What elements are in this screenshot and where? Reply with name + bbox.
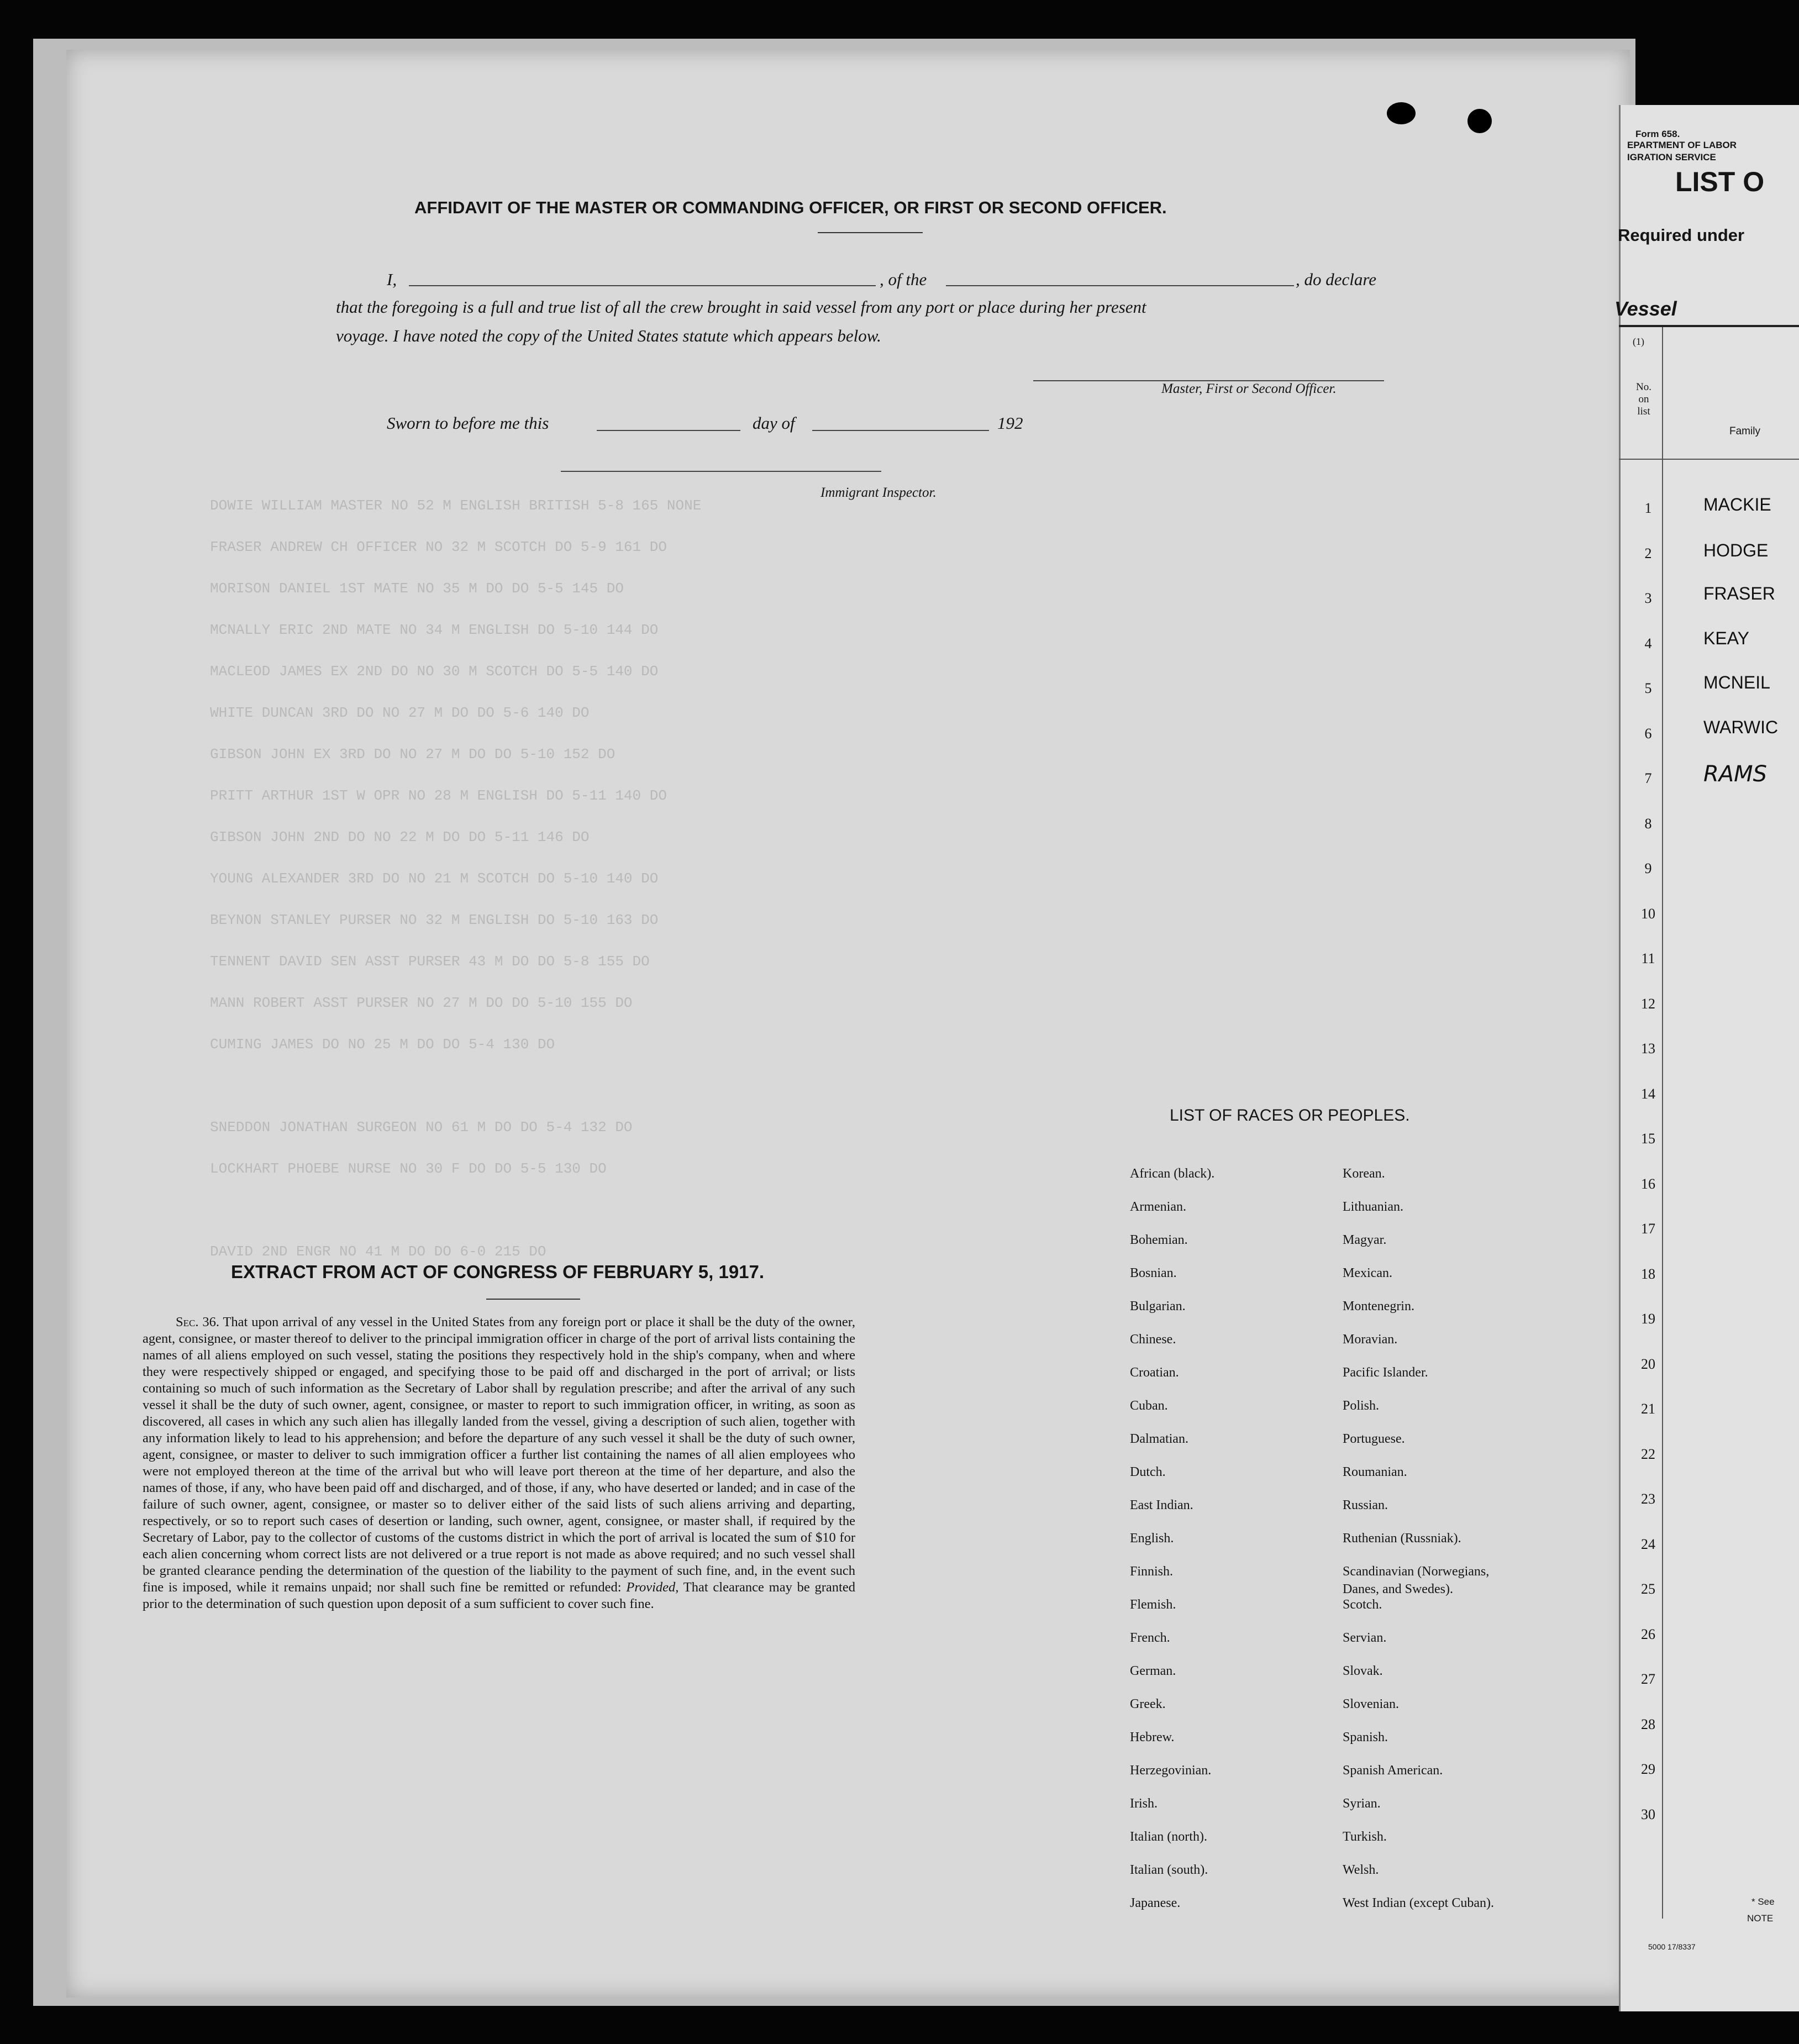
row-number: 14 — [1641, 1085, 1655, 1102]
row-number: 20 — [1641, 1355, 1655, 1372]
binder-hole — [1467, 109, 1492, 133]
race-item: Polish. — [1343, 1399, 1380, 1413]
race-item: Chinese. — [1130, 1332, 1176, 1347]
provided-label: Provided, — [626, 1580, 679, 1595]
footer-print-code: 5000 17/8337 — [1648, 1942, 1696, 1951]
race-item: Bohemian. — [1130, 1233, 1188, 1247]
inspector-signature-blank[interactable] — [561, 471, 881, 472]
races-left-column — [1130, 1165, 1214, 1927]
row-number: 2 — [1644, 545, 1652, 561]
row-number: 25 — [1641, 1581, 1655, 1597]
row-number: 4 — [1644, 635, 1652, 651]
race-item: Bulgarian. — [1130, 1299, 1186, 1313]
row-number: 9 — [1644, 860, 1652, 876]
affidavit-line-3: voyage. I have noted the copy of the United States statute which appears below. — [336, 326, 881, 345]
race-item: Italian (south). — [1130, 1863, 1208, 1877]
row-number: 29 — [1641, 1761, 1655, 1777]
race-item: Scandinavian (Norwegians, Danes, and Swedes). — [1343, 1564, 1490, 1596]
race-item: Herzegovinian. — [1130, 1763, 1212, 1778]
vessel-name-blank[interactable] — [946, 285, 1294, 286]
row-number: 8 — [1644, 815, 1652, 832]
row-number: 23 — [1641, 1491, 1655, 1507]
row-number: 1 — [1644, 500, 1652, 516]
family-name-cell: WARWIC — [1703, 717, 1779, 737]
race-item: Slovenian. — [1343, 1697, 1399, 1711]
row-number: 30 — [1641, 1806, 1655, 1822]
form-label: Form 658. — [1635, 129, 1680, 139]
family-name-cell: HODGE — [1703, 540, 1769, 560]
race-item: Montenegrin. — [1343, 1299, 1414, 1313]
race-item: Slovak. — [1343, 1664, 1383, 1678]
race-item: Lithuanian. — [1343, 1200, 1403, 1214]
footer-note: NOTE — [1747, 1913, 1774, 1924]
extract-rule — [486, 1299, 580, 1300]
row-number: 27 — [1641, 1671, 1655, 1687]
row-number: 19 — [1641, 1311, 1655, 1327]
col1-label — [1627, 381, 1660, 418]
race-item: Korean. — [1343, 1167, 1385, 1181]
family-name-cell: MACKIE — [1703, 495, 1771, 514]
row-number: 21 — [1641, 1401, 1655, 1417]
race-item: Hebrew. — [1130, 1730, 1175, 1745]
race-item: Greek. — [1130, 1697, 1166, 1711]
family-name-cell: RAMS — [1703, 761, 1768, 787]
race-item: French. — [1130, 1631, 1170, 1645]
affidavit-line-2: that the foregoing is a full and true list of all the crew brought in said vessel from any port or place during her present — [336, 297, 1146, 317]
title-rule — [818, 232, 923, 233]
affidavit-do-declare-label: , do declare — [1296, 270, 1377, 289]
officer-name-blank[interactable] — [409, 285, 876, 286]
signature-caption: Master, First or Second Officer. — [1161, 381, 1337, 396]
extract-title: EXTRACT FROM ACT OF CONGRESS OF FEBRUARY 5, 1917. — [231, 1262, 765, 1282]
col1-header: (1) — [1633, 336, 1644, 347]
race-item: West Indian (except Cuban). — [1343, 1896, 1494, 1910]
race-item: English. — [1130, 1531, 1174, 1546]
row-number: 6 — [1644, 725, 1652, 742]
row-number: 3 — [1644, 590, 1652, 606]
family-name-cell: KEAY — [1703, 628, 1749, 648]
affidavit-title: AFFIDAVIT OF THE MASTER OR COMMANDING OFFICER, OR FIRST OR SECOND OFFICER. — [414, 198, 1167, 217]
race-item: Bosnian. — [1130, 1266, 1177, 1280]
row-number: 24 — [1641, 1536, 1655, 1552]
races-title: LIST OF RACES OR PEOPLES. — [1170, 1106, 1410, 1125]
row-number: 12 — [1641, 995, 1655, 1012]
race-item: Ruthenian (Russniak). — [1343, 1531, 1461, 1546]
race-item: Portuguese. — [1343, 1432, 1405, 1446]
service-label: IGRATION SERVICE — [1627, 152, 1716, 162]
race-item: Japanese. — [1130, 1896, 1181, 1910]
affidavit-i-label: I, — [387, 270, 397, 289]
section-36-text — [143, 1314, 855, 1612]
race-item: Dutch. — [1130, 1465, 1166, 1479]
race-item: Mexican. — [1343, 1266, 1392, 1280]
footer-see: * See — [1751, 1896, 1775, 1907]
inspector-caption: Immigrant Inspector. — [820, 485, 937, 500]
sworn-day-blank[interactable] — [597, 430, 740, 431]
race-item: African (black). — [1130, 1167, 1215, 1181]
day-of-label: day of — [753, 413, 795, 433]
sworn-month-blank[interactable] — [812, 430, 989, 431]
race-item: Magyar. — [1343, 1233, 1387, 1247]
race-item: German. — [1130, 1664, 1176, 1678]
list-title-fragment: LIST O — [1675, 166, 1765, 197]
affidavit-of-the-label: , of the — [880, 270, 927, 289]
row-number: 16 — [1641, 1175, 1655, 1192]
race-item: Cuban. — [1130, 1399, 1168, 1413]
year-label: 192 — [997, 413, 1023, 433]
race-item: Finnish. — [1130, 1564, 1174, 1579]
race-item: Spanish. — [1343, 1730, 1388, 1745]
race-item: Syrian. — [1343, 1796, 1381, 1811]
race-item: Servian. — [1343, 1631, 1387, 1645]
race-item: East Indian. — [1130, 1498, 1193, 1512]
col1-label-line: list — [1637, 406, 1650, 417]
bleed-through-layer: DOWIE WILLIAM MASTER NO 52 M ENGLISH BRITISH 5-8 165 NONE FRASER ANDREW CH OFFICER NO 32 M SCOTCH DO 5-9 161 DO MORISON DANIEL 1ST MATE NO 35 M DO DO 5-5 145 DO MCNALLY ERIC 2ND MATE NO 34 M ENGLISH DO 5-10 144 DO MACLEOD JAMES EX 2ND DO NO 30 M SCOTCH DO 5-5 140 DO WHITE DUNCAN 3RD DO NO 27 M DO DO 5-6 140 DO GIBSON JOHN EX 3RD DO NO 27 M DO DO 5-10 152 DO PRITT ARTHUR 1ST W OPR NO 28 M ENGLISH DO 5-11 140 DO GIBSON JOHN 2ND DO NO 22 M DO DO 5-11 146 DO YOUNG ALEXANDER 3RD DO NO 21 M SCOTCH DO 5-10 140 DO BEYNON STANLEY PURSER NO 32 M ENGLISH DO 5-10 163 DO TENNENT DAVID SEN ASST PURSER 43 M DO DO 5-8 155 DO MANN ROBERT ASST PURSER NO 27 M DO DO 5-10 155 DO CUMING JAMES DO NO 25 M DO DO 5-4 130 DO SNEDDON JONATHAN SURGEON NO 61 M DO DO 5-4 132 DO LOCKHART PHOEBE NURSE NO 30 F DO DO 5-5 130 DO DAVID 2ND ENGR NO 41 M DO DO 6-0 215 DO — [210, 497, 702, 1260]
race-item: Roumanian. — [1343, 1465, 1407, 1479]
row-number: 18 — [1641, 1265, 1655, 1282]
race-item: Russian. — [1343, 1498, 1388, 1512]
required-fragment: Required under — [1618, 225, 1745, 245]
family-name-cell: MCNEIL — [1703, 672, 1770, 692]
sworn-label: Sworn to before me this — [387, 413, 549, 433]
vessel-rule — [1619, 325, 1799, 327]
row-number: 22 — [1641, 1446, 1655, 1462]
row-number: 10 — [1641, 905, 1655, 922]
section-label: Sec. 36. — [176, 1315, 219, 1330]
race-item: Moravian. — [1343, 1332, 1398, 1347]
race-item: Welsh. — [1343, 1863, 1379, 1877]
section-body-end: That clearance may be granted prior to the determination of such question upon deposit of a sum sufficient to cover such fine. — [143, 1580, 855, 1611]
col1-label-line: on — [1638, 393, 1649, 405]
dept-label: EPARTMENT OF LABOR — [1627, 140, 1737, 150]
section-body: That upon arrival of any vessel in the United States from any foreign port or place it shall be the duty of the owner, agent, consignee, or master thereof to deliver to the principal immigration officer in charge of the port of arrival lists containing the names of all aliens employed on such vessel, stating the positions they respectively hold in the ship's company, when and where they were respectively shipped or engaged, and specifying those to be paid off and discharged in the port of arrival; or lists containing so much of such information as the Secretary of Labor shall by regulation prescribe; and after the arrival of any such vessel it shall be the duty of such owner, agent, consignee, or master to report to such immigration officer, in writing, as soon as discovered, all cases in which any such alien has illegally landed from the vessel, giving a description of such alien, together with any information likely to lead to his apprehension; and before the departure of any such vessel it shall be the duty of such owner, agent, consignee, or master to deliver to such immigration officer a further list containing the names of all alien employees who were not employed thereon at the time of the arrival but who will leave port thereon at the time of her departure, and also the names of those, if any, who have been paid off and discharged, and of those, if any, who have deserted or landed; and in case of the failure of such owner, agent, consignee, or master so to deliver either of the said lists of such aliens arriving and departing, respectively, or so to report such cases of desertion or landing, such owner, agent, consignee, or master shall, if required by the Secretary of Labor, pay to the collector of customs of the customs district in which the port of arrival is located the sum of $10 for each alien concerning whom correct lists are not delivered or a true report is not made as above required; and no such vessel shall be granted clearance pending the determination of the question of the liability to the payment of such fine, and, in the event such fine is imposed, while it remains unpaid; nor shall such fine be remitted or refunded: — [143, 1315, 856, 1595]
race-item: Croatian. — [1130, 1365, 1179, 1380]
row-number: 5 — [1644, 680, 1652, 696]
race-item: Turkish. — [1343, 1830, 1387, 1844]
race-item: Scotch. — [1343, 1598, 1382, 1612]
race-item: Dalmatian. — [1130, 1432, 1188, 1446]
row-number: 7 — [1644, 770, 1652, 786]
family-label: Family — [1729, 425, 1760, 437]
race-item: Flemish. — [1130, 1598, 1176, 1612]
row-number: 28 — [1641, 1716, 1655, 1732]
row-number: 26 — [1641, 1626, 1655, 1642]
races-right-column — [1343, 1165, 1525, 1927]
row-number: 13 — [1641, 1041, 1655, 1057]
row-number: 15 — [1641, 1131, 1655, 1147]
race-item: Pacific Islander. — [1343, 1365, 1428, 1380]
col1-label-line: No. — [1636, 381, 1651, 393]
family-name-cell: FRASER — [1703, 584, 1775, 603]
race-item: Italian (north). — [1130, 1830, 1207, 1844]
binder-hole — [1387, 102, 1416, 124]
row-number: 17 — [1641, 1221, 1655, 1237]
header-rule — [1619, 459, 1799, 460]
race-item: Irish. — [1130, 1796, 1158, 1811]
vessel-label: Vessel — [1614, 297, 1677, 320]
race-item: Armenian. — [1130, 1200, 1186, 1214]
row-number: 11 — [1641, 950, 1655, 966]
race-item: Spanish American. — [1343, 1763, 1443, 1778]
